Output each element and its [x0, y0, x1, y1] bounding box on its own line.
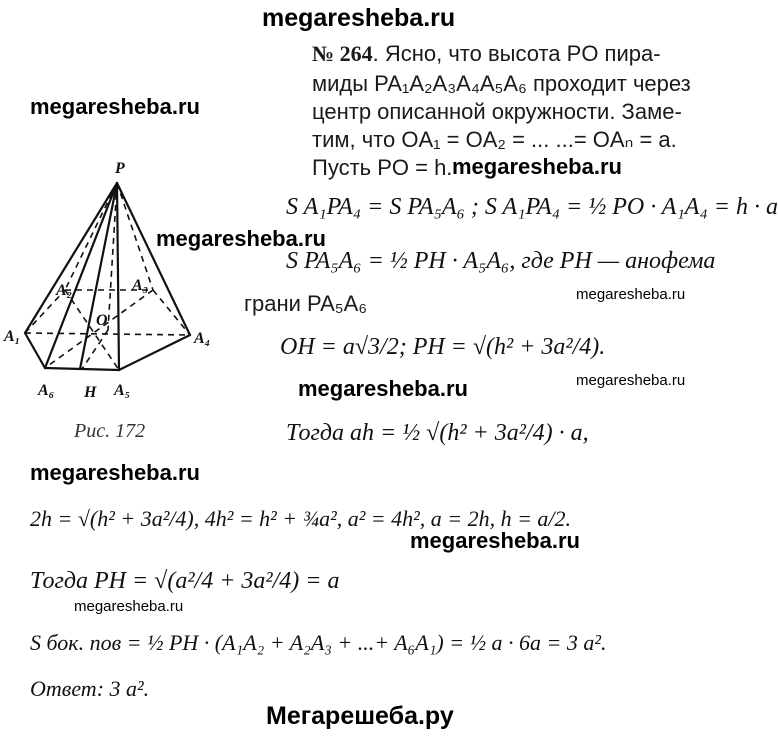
- answer: Ответ: 3 a².: [30, 676, 150, 701]
- watermark: megaresheba.ru: [74, 598, 184, 615]
- label-A6: A₆: [38, 382, 55, 399]
- figure-caption: Рис. 172: [74, 420, 146, 442]
- problem-line-5: Пусть PO = h.: [312, 155, 453, 180]
- problem-number: № 264: [312, 41, 373, 66]
- watermark: megaresheba.ru: [576, 286, 686, 303]
- label-A4: A₄: [194, 330, 211, 347]
- equation-6: Тогда PH = √(a²/4 + 3a²/4) = a: [30, 568, 340, 594]
- header-site-title: megaresheba.ru: [262, 4, 456, 32]
- equation-5: 2h = √(h² + 3a²/4), 4h² = h² + ¾a², a² = 4h², a = 2h, h = a/2.: [30, 506, 572, 531]
- equation-3: OH = a√3/2; PH = √(h² + 3a²/4).: [280, 334, 606, 360]
- label-O: O: [96, 312, 108, 329]
- label-A3: A₃: [132, 277, 149, 294]
- equation-2a: S PA₅A₆ = ½ PH · A₅A₆, где PH — анофема: [286, 248, 716, 274]
- problem-line-2: миды PA₁A₂A₃A₄A₅A₆ проходит через: [312, 71, 691, 96]
- watermark: megaresheba.ru: [576, 372, 686, 389]
- label-A1: A₁: [4, 328, 21, 345]
- problem-line-1: [312, 40, 661, 68]
- watermark: megaresheba.ru: [156, 226, 326, 251]
- equation-1: S A₁PA₄ = S PA₅A₆ ; S A₁PA₄ = ½ PO · A₁A₄ = h · a: [286, 194, 778, 220]
- label-H: H: [84, 384, 97, 401]
- watermark: megaresheba.ru: [452, 154, 622, 179]
- problem-line-4: тим, что OA₁ = OA₂ = ... ...= OAₙ = a.: [312, 127, 677, 152]
- problem-line-3: центр описанной окружности. Заме-: [312, 99, 682, 124]
- equation-7: S бок. пов = ½ PH · (A₁A₂ + A₂A₃ + ...+ A₆A₁) = ½ a · 6a = 3 a².: [30, 630, 607, 655]
- label-P: P: [115, 160, 125, 177]
- watermark: megaresheba.ru: [410, 528, 580, 553]
- label-A2: A₂: [56, 282, 73, 299]
- watermark: megaresheba.ru: [298, 376, 468, 401]
- equation-4: Тогда ah = ½ √(h² + 3a²/4) · a,: [286, 420, 589, 446]
- watermark: megaresheba.ru: [30, 460, 200, 485]
- problem-text-1: . Ясно, что высота PO пира-: [372, 41, 661, 66]
- label-A5: A₅: [114, 382, 131, 399]
- equation-2b: грани PA₅A₆: [244, 291, 368, 316]
- footer-site-title: Мегарешеба.ру: [266, 702, 454, 730]
- watermark: megaresheba.ru: [30, 94, 200, 119]
